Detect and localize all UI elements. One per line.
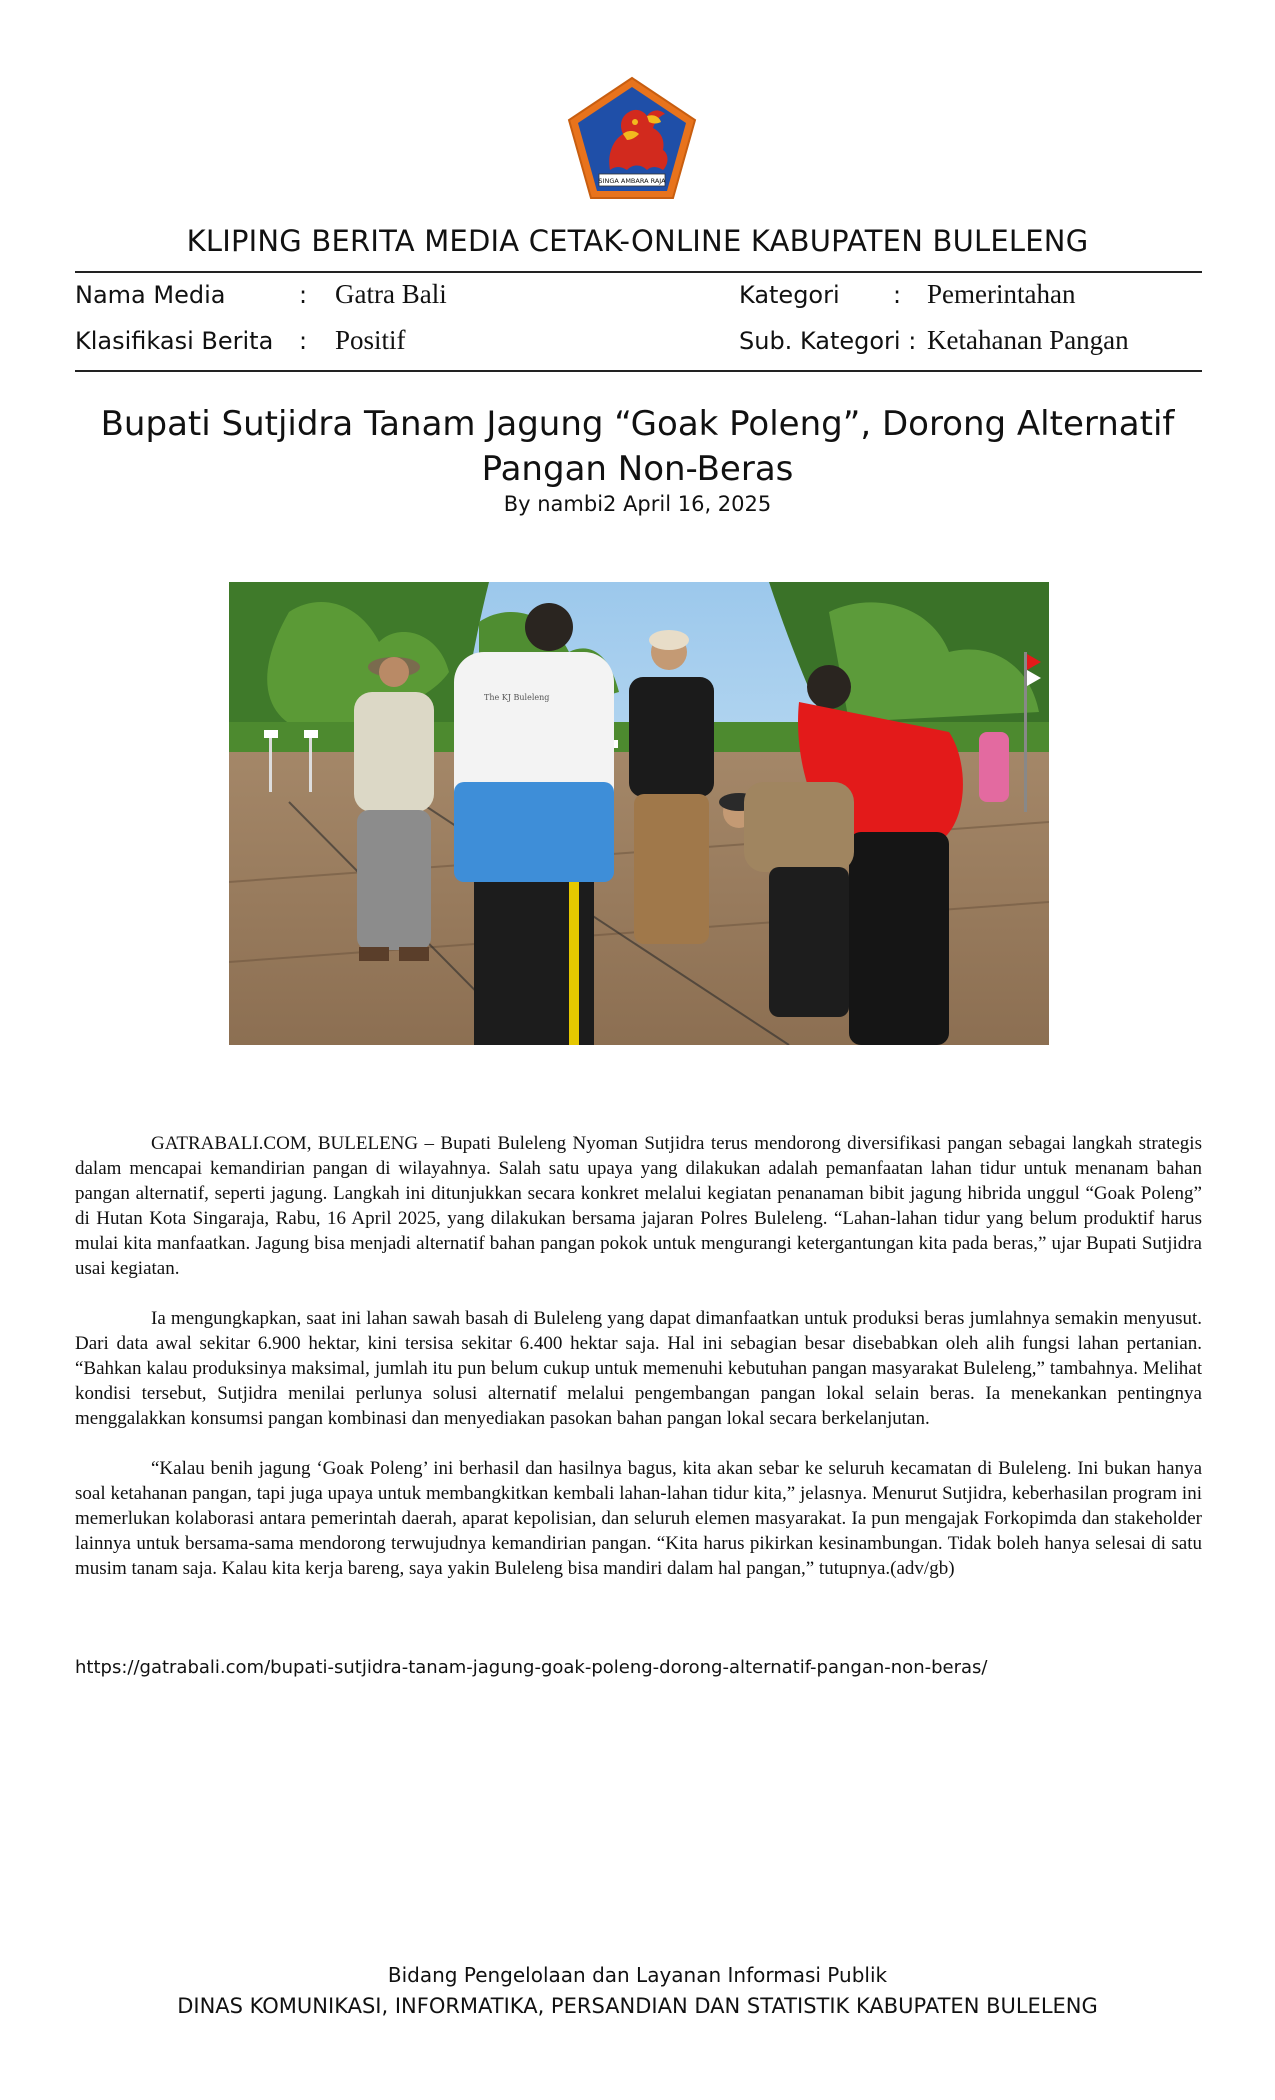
article-paragraph-1: GATRABALI.COM, BULELENG – Bupati Buleleng Nyoman Sutjidra terus mendorong diversifikasi pangan sebagai langkah strategis dalam mencapai kemandirian pangan di wilayahnya. Salah satu upaya yang dilakukan adalah pemanfaatan lahan tidur untuk menanam bahan pangan alternatif, seperti jagung. Langkah ini ditunjukkan secara konkret melalui kegiatan penanaman bibit jagung hibrida unggul “Goak Poleng” di Hutan Kota Singaraja, Rabu, 16 April 2025, yang dilakukan bersama jajaran Polres Buleleng. “Lahan-lahan tidur yang belum produktif harus mulai kita manfaatkan. Jagung bisa menjadi alternatif bahan pangan pokok untuk mengurangi ketergantungan kita pada beras,” ujar Bupati Sutjidra usai kegiatan. <box>75 1133 1202 1279</box>
news-classification-label: Klasifikasi Berita <box>75 327 274 355</box>
media-name-label: Nama Media <box>75 281 226 309</box>
singa-ambara-raja-emblem <box>565 74 699 202</box>
article-paragraph-2: Ia mengungkapkan, saat ini lahan sawah basah di Buleleng yang dapat dimanfaatkan untuk produksi beras jumlahnya semakin menyusut. Dari data awal sekitar 6.900 hektar, kini tersisa sekitar 6.400 hektar saja. Hal ini sebagian besar disebabkan oleh alih fungsi lahan pertanian. “Bahkan kalau produksinya maksimal, jumlah itu pun belum cukup untuk memenuhi kebutuhan pangan masyarakat Buleleng,” tambahnya. Melihat kondisi tersebut, Sutjidra menilai perlunya solusi alternatif melalui pengembangan pangan lokal selain beras. Ia menekankan pentingnya menggalakkan konsumsi pangan kombinasi dan menyediakan pasokan bahan pangan lokal secara berkelanjutan. <box>75 1308 1202 1429</box>
category-value: Pemerintahan <box>927 279 1076 309</box>
subcategory-value: Ketahanan Pangan <box>927 325 1129 355</box>
media-name-value: Gatra Bali <box>335 279 447 309</box>
article-body <box>75 1131 1202 1606</box>
news-classification-colon: : <box>299 327 308 355</box>
footer-agency: DINAS KOMUNIKASI, INFORMATIKA, PERSANDIAN DAN STATISTIK KABUPATEN BULELENG <box>177 1994 1098 2018</box>
regency-logo <box>565 74 699 202</box>
media-name-colon: : <box>299 281 308 309</box>
article-headline: Bupati Sutjidra Tanam Jagung “Goak Poleng”, Dorong Alternatif Pangan Non-Beras <box>100 404 1175 489</box>
category-label: Kategori <box>739 281 840 309</box>
clipping-header-title: KLIPING BERITA MEDIA CETAK-ONLINE KABUPATEN BULELENG <box>186 224 1089 258</box>
news-classification-value: Positif <box>335 325 406 355</box>
source-url-link[interactable]: https://gatrabali.com/bupati-sutjidra-tanam-jagung-goak-poleng-dorong-alternatif-pangan-non-beras/ <box>75 1657 988 1678</box>
category-colon: : <box>893 281 902 309</box>
article-byline: By nambi2 April 16, 2025 <box>503 492 772 516</box>
logo-motto-text: SINGA AMBARA RAJA <box>598 177 666 185</box>
top-divider <box>75 271 1202 273</box>
article-photo <box>229 582 1049 1045</box>
photo-shirt-print: The KJ Buleleng <box>484 693 550 702</box>
subcategory-label: Sub. Kategori : <box>739 327 917 355</box>
meta-bottom-divider <box>75 370 1202 372</box>
footer-division: Bidang Pengelolaan dan Layanan Informasi Publik <box>387 1963 888 1987</box>
article-paragraph-3: “Kalau benih jagung ‘Goak Poleng’ ini berhasil dan hasilnya bagus, kita akan sebar ke seluruh kecamatan di Buleleng. Ini bukan hanya soal ketahanan pangan, tapi juga upaya untuk membangkitkan kembali lahan-lahan tidur kita,” jelasnya. Menurut Sutjidra, keberhasilan program ini memerlukan kolaborasi antara pemerintah daerah, aparat kepolisian, dan seluruh elemen masyarakat. Ia pun mengajak Forkopimda dan stakeholder lainnya untuk bersama-sama mendorong terwujudnya kemandirian pangan. “Kita harus pikirkan kesinambungan. Tidak boleh hanya selesai di satu musim tanam saja. Kalau kita kerja bareng, saya yakin Buleleng bisa mandiri dalam hal pangan,” tutupnya.(adv/gb) <box>75 1458 1202 1579</box>
corn-planting-photo <box>229 582 1049 1045</box>
